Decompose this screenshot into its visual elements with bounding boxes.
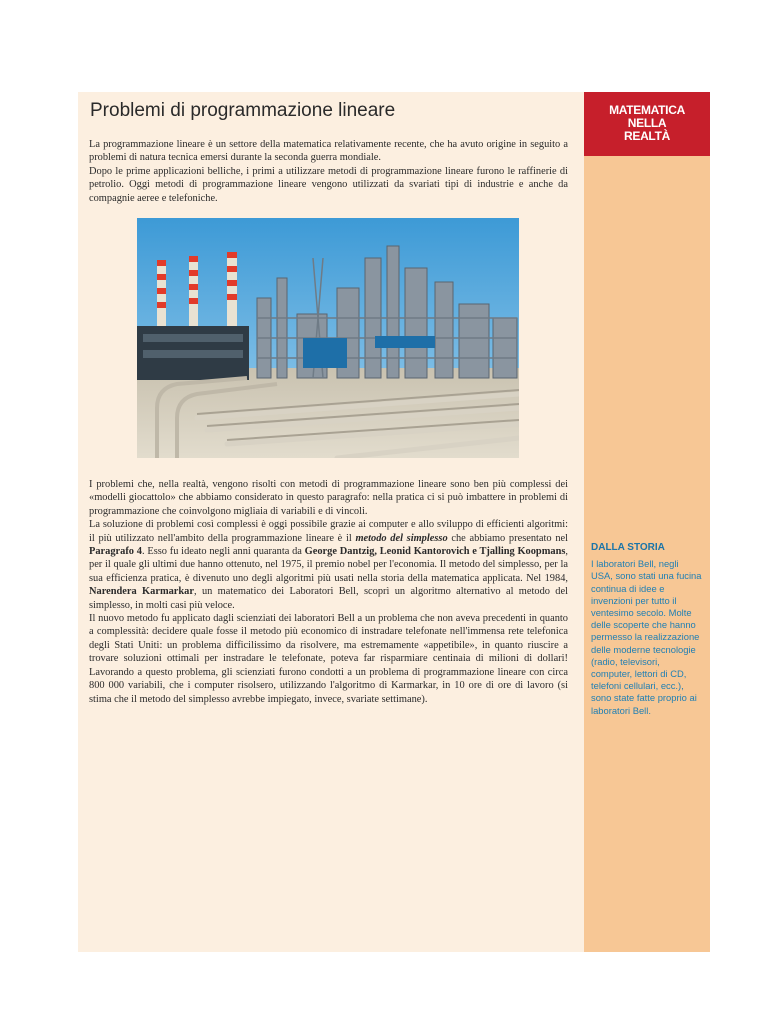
term-simplex: metodo del simplesso: [355, 532, 448, 544]
section-banner: [584, 92, 710, 156]
main-paragraph-3: Il nuovo metodo fu applicato dagli scienziati dei laboratori Bell a un problema che non aveva precedenti in quanto a complessità: decidere quale fosse il metodo più economico di instradare telefonate nell'immensa rete telefonica degli Stati Uniti: un problema difficilissimo da risolvere, ma estremamente «appetibile», in quanto riuscire a trovare soluzioni ottimali per instradare le telefonate, poteva far risparmiare centinaia di milioni di dollari! Lavorando a questo problema, gli scienziati furono condotti a un problema di programmazione lineare con circa 800 000 variabili, che i computer risolsero, utilizzando l'algoritmo di Karmarkar, in 10 ore di ore di lavoro (si stima che il metodo del simplesso avrebbe impiegato, invece, svariate settimane).: [89, 613, 568, 705]
page-title: Problemi di programmazione lineare: [90, 100, 396, 121]
sidebar-column: [584, 92, 710, 952]
main-text: [89, 478, 568, 706]
intro-paragraph-1: La programmazione lineare è un settore della matematica relativamente recente, che ha avuto origine in seguito a problemi di natura tecnica emersi durante la seconda guerra mondiale.: [89, 139, 568, 164]
intro-text: [89, 138, 568, 205]
text-run: che abbiamo presentato nel: [447, 532, 569, 544]
main-paragraph-2: [89, 518, 568, 612]
text-run: , un matematico dei Laboratori Bell, scoprì un algoritmo alternativo al metodo del simplesso, in molti casi più veloce.: [89, 586, 569, 611]
text-run: . Esso fu ideato negli anni quaranta da: [141, 546, 305, 558]
name-karmarkar: Narendera Karmarkar: [89, 586, 194, 598]
names-inventors: George Dantzig, Leonid Kantorovich e Tjalling Koopmans: [304, 546, 566, 558]
refinery-photo: [137, 218, 519, 458]
history-note-text: I laboratori Bell, negli USA, sono stati una fucina continua di idee e invenzioni per tutto il ventesimo secolo. Molte delle scoperte che hanno permesso la realizzazione delle moderne tecnologie (radio, televisori, computer, lettori di CD, telefoni cellulari, ecc.), sono state fatte proprio ai laboratori Bell.: [591, 558, 702, 716]
intro-paragraph-2: Dopo le prime applicazioni belliche, i primi a utilizzare metodi di programmazione lineare furono le raffinerie di petrolio. Oggi metodi di programmazione lineare vengono utilizzati da svariati tipi di industrie e anche da compagnie aeree e telefoniche.: [89, 165, 568, 204]
history-note-heading: DALLA STORIA: [591, 542, 665, 553]
text-run: , per il quale gli ultimi due hanno ottenuto, nel 1975, il premio nobel per l'economia. Il metodo del simplesso, per la sua efficienza pratica, è divenuto uno degli algoritmi più usati nella storia della matematica applicata. Nel 1984,: [89, 546, 568, 584]
banner-line-3: REALTÀ: [624, 129, 670, 143]
history-note: [591, 542, 703, 717]
text-run: La soluzione di problemi così complessi è oggi possibile grazie ai computer e allo sviluppo di efficienti algoritmi: il più utilizzato nell'ambito della programmazione lineare è il: [89, 519, 568, 544]
ref-paragraph: Paragrafo 4: [89, 546, 142, 558]
banner-line-2: NELLA: [627, 116, 667, 130]
banner-line-1: MATEMATICA: [609, 103, 685, 117]
main-paragraph-1: I problemi che, nella realtà, vengono risolti con metodi di programmazione lineare sono ben più complessi dei «modelli giocattolo» che abbiamo considerato in questo paragrafo: nella pratica ci si può imbattere in problemi di programmazione che coinvolgono migliaia di variabili e di vincoli.: [89, 479, 568, 517]
